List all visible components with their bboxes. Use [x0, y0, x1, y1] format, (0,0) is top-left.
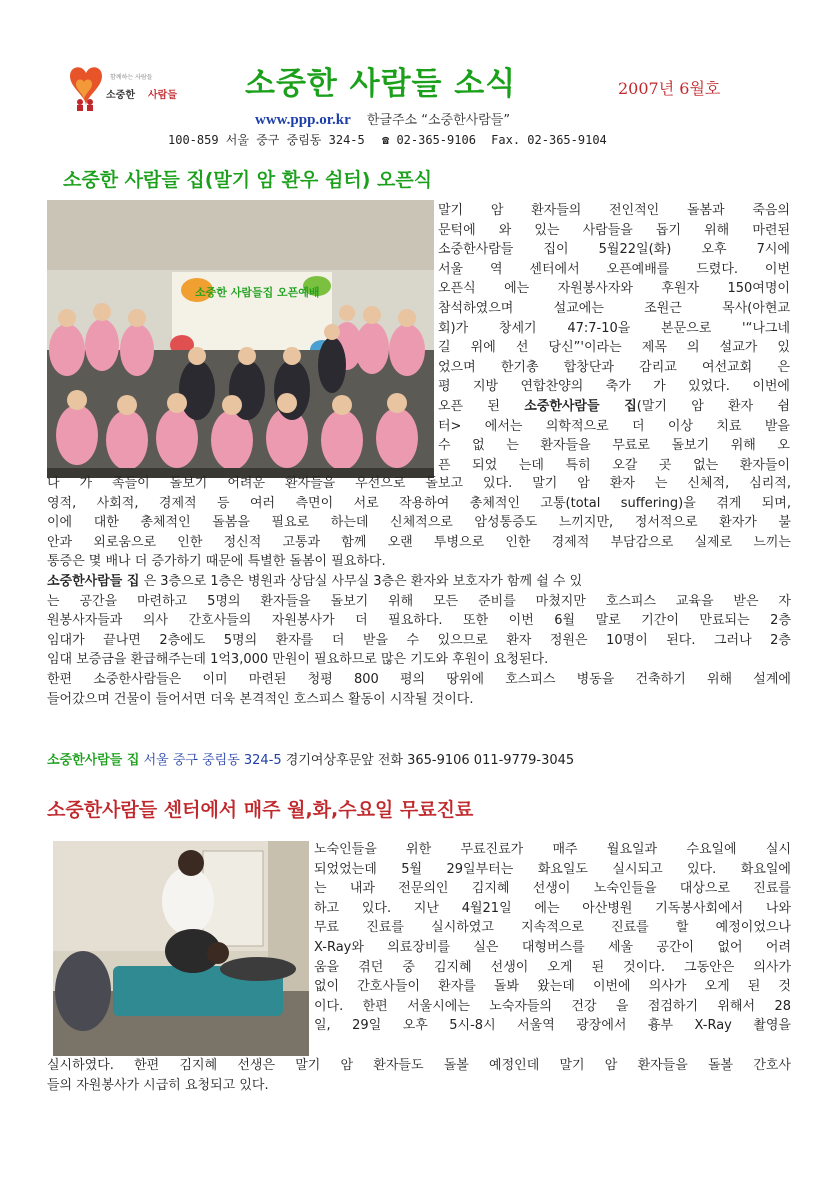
text-line: 터> 에서는 의학적으로 더 이상 치료 받을 — [438, 418, 790, 434]
address-line — [168, 131, 607, 148]
group-photo — [47, 200, 434, 478]
text-line: 는 내과 전문의인 김지혜 선생이 노숙인들을 대상으로 진료를 — [314, 881, 791, 897]
text-line: 영적, 사회적, 경제적 등 여러 측면이 서로 작용하여 총체적인 고통(total suffering)을 겪게 되며, — [47, 495, 791, 511]
contact-name: 소중한사람들 집 — [47, 753, 140, 768]
website-line — [255, 109, 510, 129]
text-line: 이에 대한 총체적인 돌봄을 필요로 하는데 신체적으로 암성통증도 느끼지만, 정서적으로 환자가 불 — [47, 515, 791, 531]
text-line: 실시하였다. 한편 김지혜 선생은 말기 암 환자들도 돌볼 예정인데 말기 암 환자들을 돌볼 간호사 — [47, 1058, 791, 1073]
postal-address: 100-859 서울 중구 중림동 324-5 — [168, 133, 365, 147]
masthead-title: 소중한 사람들 소식 — [245, 66, 517, 102]
logo-name-b: 사람들 — [148, 90, 177, 101]
logo — [66, 62, 206, 112]
text-line: 없이 간호사들이 환자를 돌봐 왔는데 이번에 의사가 오게 된 것 — [314, 979, 791, 995]
text-line: 길 위에 선 당신”'이라는 제목 의 설교가 있 — [438, 340, 790, 356]
text-line: 임대가 끝나면 2층에도 5명의 환자를 더 받을 수 있으므로 환자 정원은 10명이 된다. 그러나 2층 — [47, 632, 791, 648]
fax-number: Fax. 02-365-9104 — [491, 133, 607, 147]
text-line: 한편 소중한사람들은 이미 마련된 청평 800 평의 땅위에 호스피스 병동을 건축하기 위해 설계에 — [47, 671, 791, 687]
article2-side-text — [314, 840, 791, 1036]
text-line: 하고 있다. 지난 4월21일 에는 아산병원 기독봉사회에서 나와 — [314, 900, 791, 916]
contact-address: 서울 중구 중림동 324-5 — [143, 753, 282, 768]
text-line: 픈 되었 는데 특히 오갈 곳 없는 환자들이 — [438, 457, 790, 473]
article2-headline: 소중한사람들 센터에서 매주 월,화,수요일 무료진료 — [47, 799, 474, 821]
logo-name-a: 소중한 — [106, 90, 135, 101]
contact-phone: 경기여상후문앞 전화 365-9106 011-9779-3045 — [285, 753, 575, 768]
issue-date: 2007년 6월호 — [618, 79, 721, 98]
text-line: 나 가 족들이 돌보기 어려운 환자들을 우선으로 돌보고 있다. 말기 암 환자 는 신체적, 심리적, — [47, 476, 791, 491]
text-line: 임대 보증금을 환급해주는데 1억3,000 만원이 필요하므로 많은 기도와 후원이 요청된다. — [47, 652, 549, 668]
text-line: 움을 겪던 중 김지혜 선생이 오게 된 것이다. 그동안은 의사가 — [314, 959, 791, 975]
article1-body — [47, 474, 791, 709]
text-line: 오픈식 에는 자원봉사자와 후원자 150여명이 — [438, 281, 790, 297]
clinic-photo — [53, 841, 309, 1056]
text-line: 안과 외로움으로 인한 정신적 고통과 함께 오랜 투병으로 인한 경제적 부담감으로 실제로 느끼는 — [47, 534, 791, 550]
text-line: 소중한사람들 집이 5월22일(화) 오후 7시에 — [438, 242, 790, 258]
text-line: 평 지방 연합찬양의 축가 가 있었다. 이번에 — [438, 379, 790, 395]
text-line: 일, 29일 오후 5시-8시 서울역 광장에서 흉부 X-Ray 촬영을 — [314, 1018, 791, 1034]
article2-body — [47, 1056, 791, 1095]
text-line: 들어갔으며 건물이 들어서면 더욱 본격적인 호스피스 활동이 시작될 것이다. — [47, 691, 474, 707]
text-line: 서울 역 센터에서 오픈예배를 드렸다. 이번 — [438, 261, 790, 277]
text-line: 소중한사람들 집 은 3층으로 1층은 병원과 상담실 사무실 3층은 환자와 보호자가 함께 쉴 수 있 — [47, 573, 583, 589]
contact-line — [47, 749, 574, 768]
text-line: X-Ray와 의료장비를 실은 대형버스를 세울 공간이 없어 어려 — [314, 939, 791, 955]
text-line: 원봉사자들과 의사 간호사들의 자원봉사가 더 필요하다. 또한 이번 6월 말로 기간이 만료되는 2층 — [47, 613, 791, 629]
website-link[interactable]: www.ppp.or.kr — [255, 112, 351, 128]
text-line: 통증은 몇 배나 더 증가하기 때문에 특별한 돌봄이 필요하다. — [47, 554, 386, 570]
heart-people-icon — [66, 62, 206, 112]
article1-headline: 소중한 사람들 집(말기 암 환우 쉼터) 오픈식 — [63, 169, 433, 191]
text-line: 참석하였으며 설교에는 조원근 목사(아현교 — [438, 300, 790, 316]
text-line: 이다. 한편 서울시에는 노숙자들의 건강 을 점검하기 위해서 28 — [314, 998, 791, 1014]
text-line: 노숙인들을 위한 무료진료가 매주 월요일과 수요일에 실시 — [314, 842, 791, 857]
text-line: 오픈 된 소중한사람들 집(말기 암 환자 쉼 — [438, 398, 790, 414]
text-line: 수 없 는 환자들을 무료로 돌보기 위해 오 — [438, 438, 790, 454]
text-line: 었으며 한기총 합창단과 감리교 여선교회 은 — [438, 359, 790, 375]
text-line: 는 공간을 마련하고 5명의 환자들을 돌보기 위해 모든 준비를 마쳤지만 호스피스 교육을 받은 자 — [47, 593, 791, 609]
text-line: 문턱에 와 있는 사람들을 돕기 위해 마련된 — [438, 222, 790, 238]
text-line: 말기 암 환자들의 전인적인 돌봄과 죽음의 — [438, 203, 790, 218]
text-line: 무료 진료를 실시하였고 지속적으로 진료를 할 예정이었으나 — [314, 920, 791, 936]
logo-tagline: 함께하는 사람들 — [110, 74, 153, 81]
article1-side-text — [438, 201, 790, 475]
shelter-name: 소중한사람들 집 — [524, 398, 637, 414]
text-line: 들의 자원봉사가 시급히 요청되고 있다. — [47, 1077, 269, 1093]
text-line: 되었었는데 5월 29일부터는 화요일도 실시되고 있다. 화요일에 — [314, 861, 791, 877]
text-line: 회)가 창세기 47:7-10을 본문으로 '“나그네 — [438, 320, 790, 336]
phone-icon: ☎ — [381, 133, 390, 147]
photo-banner-text: 소중한 사람들집 오픈예배 — [195, 286, 320, 299]
phone-number: 02-365-9106 — [396, 133, 476, 147]
shelter-name: 소중한사람들 집 — [47, 573, 140, 589]
hangul-address: 한글주소 “소중한사람들” — [366, 113, 511, 128]
